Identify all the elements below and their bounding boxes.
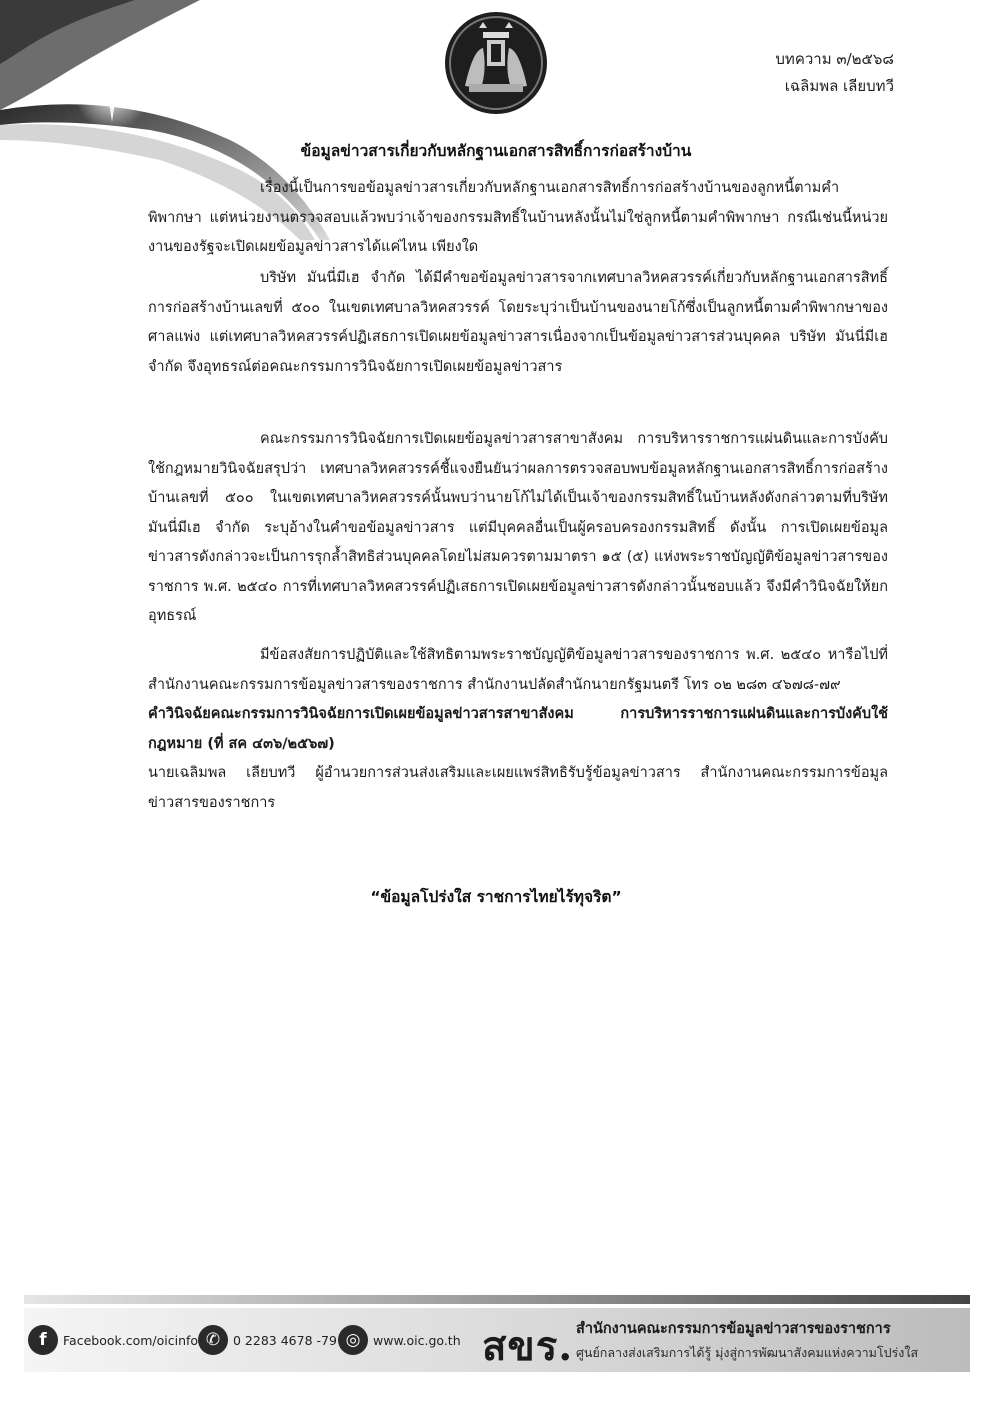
- facebook-text: Facebook.com/oicinfo: [63, 1332, 199, 1348]
- oic-logo: สขร.: [482, 1323, 574, 1370]
- paragraph-summary: [148, 174, 888, 263]
- paragraph-contact: [148, 641, 888, 818]
- paragraph-decision: [148, 425, 888, 632]
- paragraph-text: คณะกรรมการวินิจฉัยการเปิดเผยข้อมูลข่าวสารสาขาสังคม การบริหารราชการแผ่นดินและการบังคับใช้กฎหมายวินิจฉัยสรุปว่า เทศบาลวิหคสวรรค์ชี้แจงยืนยันว่าผลการตรวจสอบพบข้อมูลหลักฐานเอกสารสิทธิ์การก่อสร้างบ้านเลขที่ ๕๐๐ ในเขตเทศบาลวิหคสวรรค์นั้นพบว่านายโก้ไม่ได้เป็นเจ้าของกรรมสิทธิ์ในบ้านหลังดังกล่าวตามที่บริษัท มันนี่มีเฮ จำกัด ระบุอ้างในคำขอข้อมูลข่าวสาร แต่มีบุคคลอื่นเป็นผู้ครอบครองกรรมสิทธิ์ ดังนั้น การเปิดเผยข้อมูลข่าวสารดังกล่าวจะเป็นการรุกล้ำสิทธิส่วนบุคคลโดยไม่สมควรตามมาตรา ๑๕ (๕) แห่งพระราชบัญญัติข้อมูลข่าวสารของราชการ พ.ศ. ๒๕๔๐ การที่เทศบาลวิหคสวรรค์ปฏิเสธการเปิดเผยข้อมูลข่าวสารดังกล่าวนั้นชอบแล้ว จึงมีคำวินิจฉัยให้ยกอุทธรณ์: [148, 431, 888, 624]
- phone-contact: [198, 1324, 337, 1356]
- government-emblem: [443, 10, 549, 116]
- globe-icon: ◎: [338, 1325, 368, 1355]
- facebook-icon: f: [28, 1325, 58, 1355]
- paragraph-request: [148, 264, 888, 382]
- document-title: ข้อมูลข่าวสารเกี่ยวกับหลักฐานเอกสารสิทธิ์การก่อสร้างบ้าน: [300, 142, 692, 160]
- organization-tagline: ศูนย์กลางส่งเสริมการได้รู้ มุ่งสู่การพัฒนาสังคมแห่งความโปร่งใส: [576, 1345, 919, 1360]
- footer-divider: [24, 1295, 970, 1304]
- slogan: “ข้อมูลโปร่งใส ราชการไทยไร้ทุจริต”: [370, 888, 622, 906]
- footer-banner: [24, 1308, 970, 1372]
- article-number: บทความ ๓/๒๕๖๘: [775, 50, 894, 68]
- website-link[interactable]: [338, 1324, 461, 1356]
- phone-icon: ✆: [198, 1325, 228, 1355]
- paragraph-text: บริษัท มันนี่มีเฮ จำกัด ได้มีคำขอข้อมูลข่าวสารจากเทศบาลวิหคสวรรค์เกี่ยวกับหลักฐานเอกสารสิทธิ์การก่อสร้างบ้านเลขที่ ๕๐๐ ในเขตเทศบาลวิหคสวรรค์ โดยระบุว่าเป็นบ้านของนายโก้ซึ่งเป็นลูกหนี้ตามคำพิพากษาของศาลแพ่ง แต่เทศบาลวิหคสวรรค์ปฏิเสธการเปิดเผยข้อมูลข่าวสารเนื่องจากเป็นข้อมูลข่าวสารส่วนบุคคล บริษัท มันนี่มีเฮ จำกัด จึงอุทธรณ์ต่อคณะกรรมการวินิจฉัยการเปิดเผยข้อมูลข่าวสาร: [148, 270, 888, 375]
- article-reference: [775, 46, 894, 100]
- author-credit: นายเฉลิมพล เลียบทวี ผู้อำนวยการส่วนส่งเสริมและเผยแพร่สิทธิรับรู้ข้อมูลข่าวสาร สำนักงานคณะกรรมการข้อมูลข่าวสารของราชการ: [148, 765, 888, 811]
- paragraph-text: มีข้อสงสัยการปฏิบัติและใช้สิทธิตามพระราชบัญญัติข้อมูลข่าวสารของราชการ พ.ศ. ๒๕๔๐ หารือไปที่สำนักงานคณะกรรมการข้อมูลข่าวสารของราชการ สำนักงานปลัดสำนักนายกรัฐมนตรี โทร ๐๒ ๒๘๓ ๔๖๗๘-๗๙: [148, 647, 888, 693]
- website-text: www.oic.go.th: [373, 1332, 461, 1348]
- phone-text: 0 2283 4678 -79: [233, 1332, 337, 1348]
- organization-name: สำนักงานคณะกรรมการข้อมูลข่าวสารของราชการ: [576, 1321, 891, 1337]
- paragraph-text: เรื่องนี้เป็นการขอข้อมูลข่าวสารเกี่ยวกับหลักฐานเอกสารสิทธิ์การก่อสร้างบ้านของลูกหนี้ตามคำพิพากษา แต่หน่วยงานตรวจสอบแล้วพบว่าเจ้าของกรรมสิทธิ์ในบ้านหลังนั้นไม่ใช่ลูกหนี้ตามคำพิพากษา กรณีเช่นนี้หน่วยงานของรัฐจะเปิดเผยข้อมูลข่าวสารได้แค่ไหน เพียงใด: [148, 180, 888, 255]
- organization-info: [576, 1317, 918, 1363]
- facebook-link[interactable]: [28, 1324, 198, 1356]
- author-name: เฉลิมพล เลียบทวี: [784, 77, 894, 95]
- decision-reference: คำวินิจฉัยคณะกรรมการวินิจฉัยการเปิดเผยข้อมูลข่าวสารสาขาสังคม การบริหารราชการแผ่นดินและการบังคับใช้กฎหมาย (ที่ สค ๔๓๖/๒๕๖๗): [148, 706, 888, 752]
